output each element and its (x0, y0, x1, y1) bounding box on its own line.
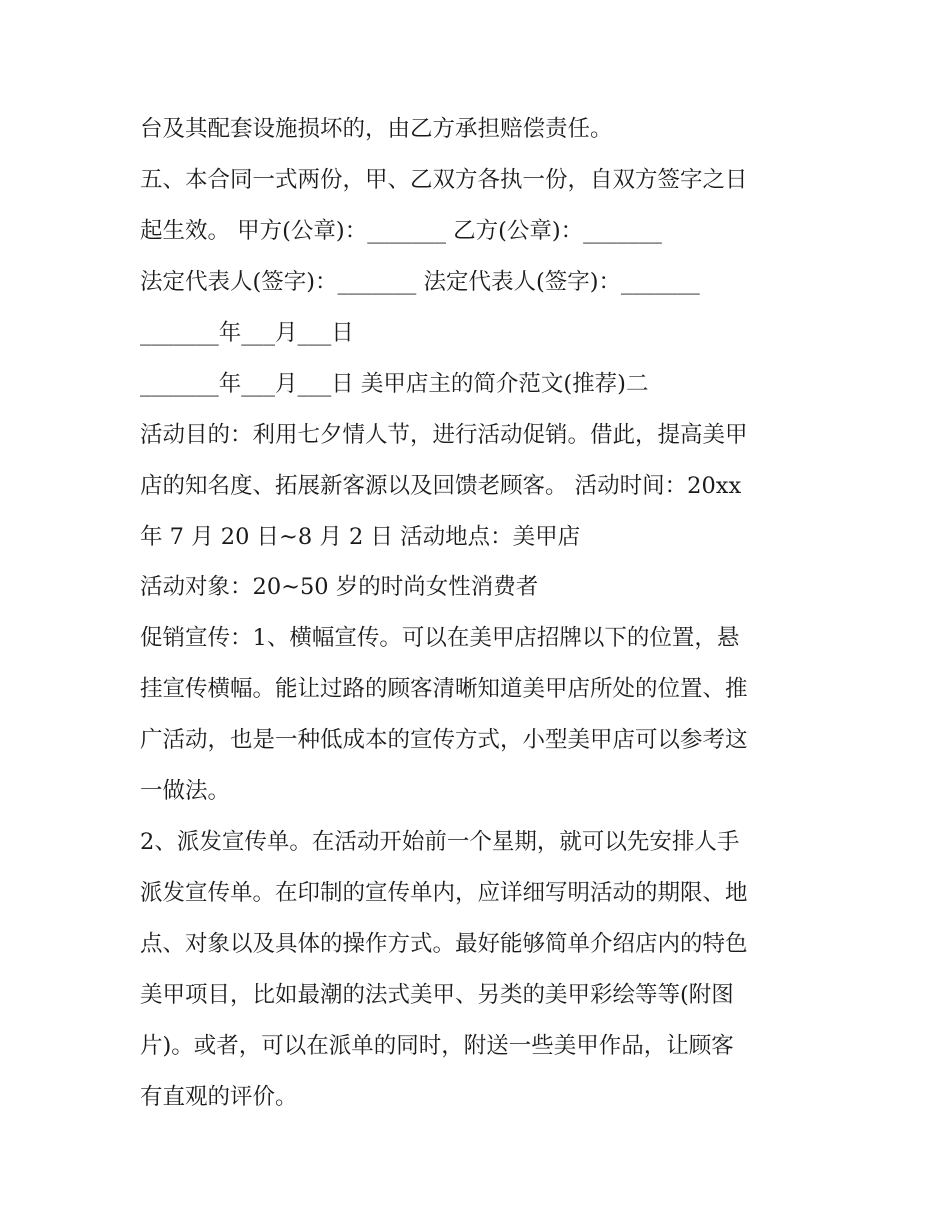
text-line: 一做法。 (140, 778, 231, 805)
text-line: 五、本合同一式两份，甲、乙双方各执一份，自双方签字之日 (140, 166, 748, 193)
text-line: 片)。或者，可以在派单的同时，附送一些美甲作品，让顾客 (140, 1032, 734, 1059)
text-line: 促销宣传：1、横幅宣传。可以在美甲店招牌以下的位置，悬 (140, 625, 740, 652)
text-line: 活动对象：20~50 岁的时尚女性消费者 (140, 574, 539, 601)
text-line: 派发宣传单。在印制的宣传单内，应详细写明活动的期限、地 (140, 880, 748, 907)
text-line: 店的知名度、拓展新客源以及回馈老顾客。 活动时间：20xx (140, 472, 742, 499)
text-line: 有直观的评价。 (140, 1083, 298, 1110)
text-line: 挂宣传横幅。能让过路的顾客清晰知道美甲店所处的位置、推 (140, 676, 748, 703)
document-body (140, 104, 820, 1123)
text-line: 点、对象以及具体的操作方式。最好能够简单介绍店内的特色 (140, 931, 748, 957)
text-line: 美甲项目，比如最潮的法式美甲、另类的美甲彩绘等等(附图 (140, 981, 734, 1008)
text-line: 法定代表人(签字)：_______ 法定代表人(签字)：_______ (140, 268, 700, 295)
text-line: _______年___月___日 (140, 319, 354, 346)
text-line: 台及其配套设施损坏的，由乙方承担赔偿责任。 (140, 116, 613, 142)
text-line: 广活动，也是一种低成本的宣传方式，小型美甲店可以参考这 (140, 727, 748, 754)
text-line: 2、派发宣传单。在活动开始前一个星期，就可以先安排人手 (140, 829, 740, 856)
text-line: 活动目的：利用七夕情人节，进行活动促销。借此，提高美甲 (140, 421, 748, 448)
text-line: _______年___月___日 美甲店主的简介范文(推荐)二 (140, 370, 649, 397)
text-line: 起生效。 甲方(公章)：_______ 乙方(公章)：_______ (140, 217, 662, 244)
text-line: 年 7 月 20 日~8 月 2 日 活动地点：美甲店 (140, 523, 581, 550)
